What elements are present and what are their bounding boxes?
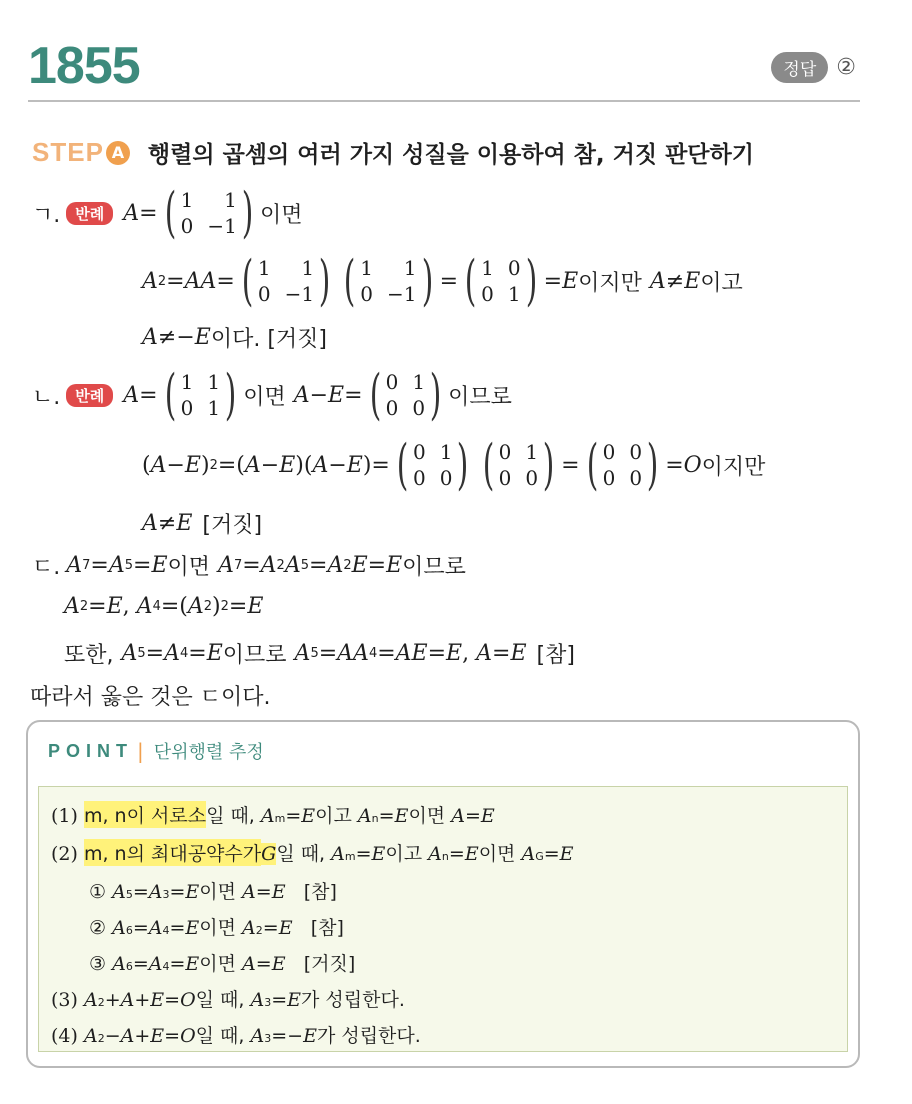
- item-a-line2: A 2 = AA = ( 1 1 0 −1 ) ( 1 1 0 −1 ) = ( 1 0 0 1 ) = E 이지만 A ≠ E 이고: [142, 249, 743, 312]
- highlight: m, n이 서로소: [84, 801, 206, 828]
- point-heading: [48, 738, 264, 764]
- header-divider: [28, 100, 860, 102]
- item-c-marker: ㄷ.: [32, 555, 61, 580]
- text: 이고: [315, 805, 352, 827]
- answer-area: [771, 52, 856, 83]
- step-heading: [32, 136, 754, 169]
- text: [참]: [303, 881, 337, 903]
- item-c-line3: 또한, A 5 = A 4 = E 이므로 A 5 = AA 4 = AE = E , A = E [참]: [64, 638, 575, 669]
- text: [참]: [310, 917, 344, 939]
- text: 이면: [199, 881, 236, 903]
- conclusion-text: 따라서 옳은 것은 ㄷ이다.: [30, 685, 271, 710]
- text: 가 성립한다.: [316, 1025, 421, 1047]
- point-line-1: (1) m, n이 서로소 일 때, A m = E 이고 A n = E 이면 A = E: [51, 801, 495, 828]
- text: 이지만: [701, 454, 766, 480]
- text: 이면: [199, 917, 236, 939]
- point-line-3: (3) A 2 + A + E = O 일 때, A 3 = E 가 성립한다.: [51, 985, 405, 1012]
- point-title: 단위행렬 추정: [153, 742, 264, 763]
- point-case-1: ① A 5 = A 3 = E 이면 A = E [참]: [89, 877, 337, 904]
- point-label: POINT: [48, 740, 134, 761]
- text: 이고: [385, 843, 423, 865]
- item-b-line1: ㄴ. 반례 A = ( 1 1 0 1 ) 이면 A − E = ( 0 1 0 0 ) 이므로: [32, 363, 512, 426]
- highlight: m, n의 최대공약수가: [84, 839, 261, 866]
- text: 이면: [259, 202, 303, 228]
- text: [거짓]: [202, 513, 263, 538]
- answer-value: ②: [836, 55, 856, 80]
- text: [거짓]: [303, 953, 356, 975]
- text: 일 때,: [195, 1025, 245, 1047]
- step-label: STEP: [32, 137, 104, 167]
- text: [참]: [536, 643, 575, 668]
- text: 이므로: [402, 555, 466, 580]
- point-line-2: (2) m, n의 최대공약수가 G 일 때, A m = E 이고 A n = E 이면 A G = E: [51, 839, 574, 866]
- text: 이면: [167, 555, 211, 580]
- item-b-line3: A ≠ E [거짓]: [142, 508, 262, 539]
- item-c-line1: ㄷ. A 7 = A 5 = E 이면 A 7 = A 2 A 5 = A 2 E = E 이므로: [32, 550, 466, 581]
- point-case-3: ③ A 6 = A 4 = E 이면 A = E [거짓]: [89, 949, 355, 976]
- text: 이면: [408, 805, 446, 827]
- text: 이지만: [578, 270, 642, 296]
- case-num: ③: [89, 953, 107, 975]
- case-num: ②: [89, 917, 107, 939]
- point-box: [26, 720, 860, 1068]
- text: 일 때,: [206, 805, 255, 827]
- point-content: [38, 786, 848, 1052]
- answer-badge: 정답: [771, 52, 828, 83]
- text: 일 때,: [195, 989, 245, 1011]
- counter-badge: 반례: [66, 384, 113, 407]
- point-line-4: (4) A 2 − A + E = O 일 때, A 3 =− E 가 성립한다.: [51, 1021, 421, 1048]
- text: 또한,: [64, 643, 114, 668]
- point-num: (3): [51, 989, 78, 1011]
- item-a-line3: A ≠− E 이다. [거짓]: [142, 322, 327, 353]
- matrix: ( 1 1 0 −1 ): [164, 181, 254, 244]
- text: 일 때,: [276, 843, 326, 865]
- item-b-line2: ( A − E ) 2 =( A − E )( A − E )= ( 0 1 0 0 ) ( 0 1 0 0 ) = ( 0 0 0 0 ) = O 이지만: [142, 433, 766, 496]
- text: 가 성립한다.: [301, 989, 405, 1011]
- item-a-line1: ㄱ. 반례 A = ( 1 1 0 −1 ) 이면: [32, 181, 303, 244]
- item-b-marker: ㄴ.: [32, 384, 61, 410]
- text: 이다. [거짓]: [210, 327, 327, 352]
- item-a-marker: ㄱ.: [32, 202, 61, 228]
- text: 이면: [243, 384, 286, 410]
- step-title: 행렬의 곱셈의 여러 가지 성질을 이용하여 참, 거짓 판단하기: [147, 142, 754, 168]
- case-num: ①: [89, 881, 107, 903]
- point-num: (4): [51, 1025, 78, 1047]
- text: 이므로: [222, 643, 287, 668]
- counter-badge: 반례: [66, 202, 113, 225]
- problem-number: 1855: [28, 37, 140, 95]
- point-separator: |: [137, 739, 144, 763]
- step-letter-icon: A: [106, 141, 130, 165]
- text: 이므로: [448, 384, 512, 410]
- text: 이면: [199, 953, 236, 975]
- point-num: (1): [51, 805, 78, 827]
- text: 이면: [478, 843, 516, 865]
- text: 이고: [700, 270, 743, 296]
- point-num: (2): [51, 843, 78, 865]
- item-c-line2: A 2 = E , A 4 =( A 2 ) 2 = E: [64, 594, 264, 619]
- conclusion: [30, 680, 271, 711]
- point-case-2: ② A 6 = A 4 = E 이면 A 2 = E [참]: [89, 913, 344, 940]
